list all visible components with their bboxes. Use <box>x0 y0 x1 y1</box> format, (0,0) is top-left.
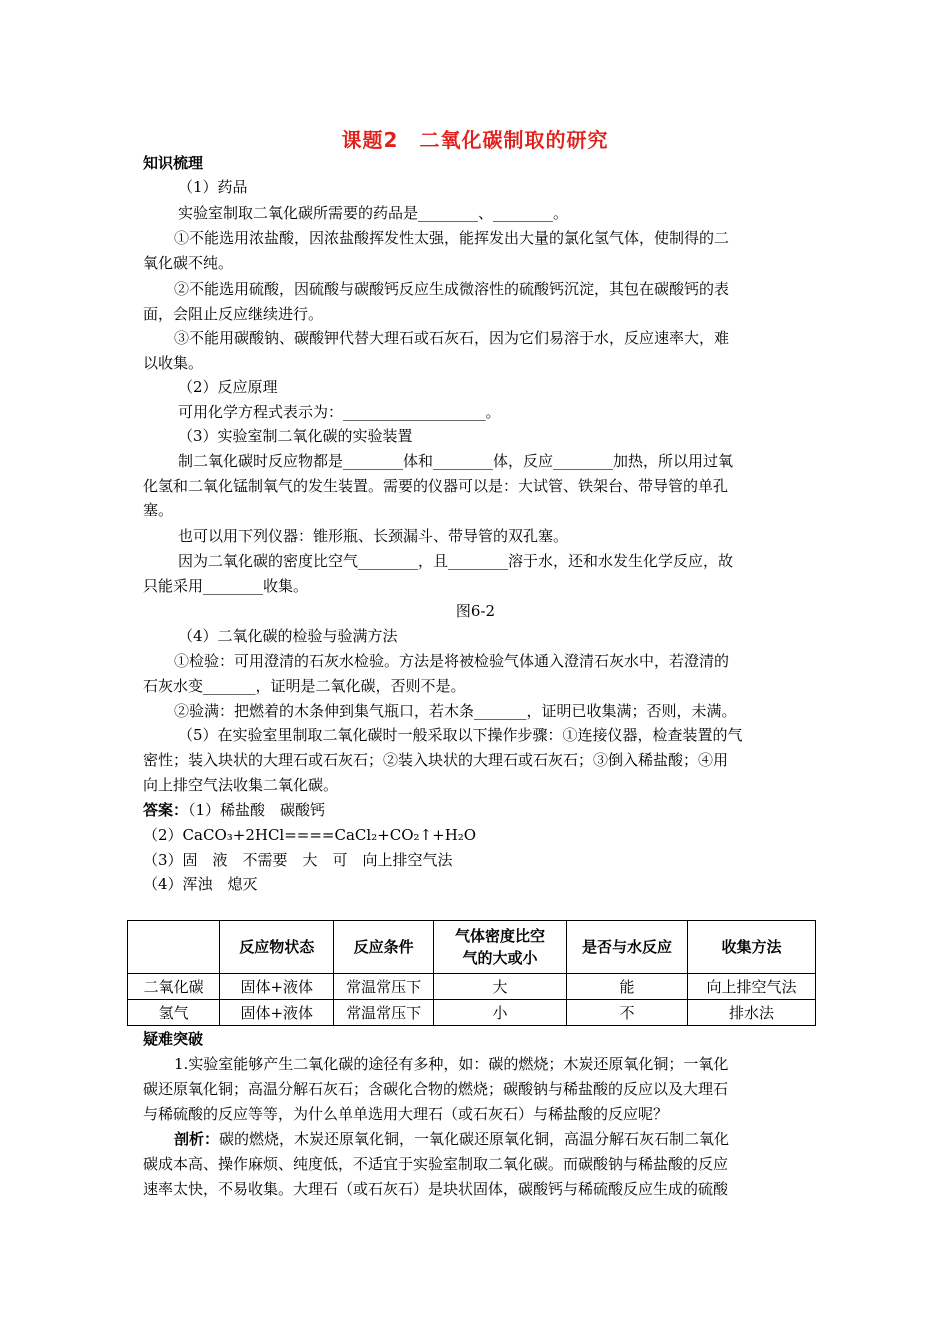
text-line: 因为二氧化碳的密度比空气________，且________溶于水，还和水发生化学反应，故 <box>178 552 734 570</box>
table-cell: 小 <box>434 1000 567 1026</box>
text-line: （1）药品 <box>178 178 248 196</box>
text-line: 速率太快，不易收集。大理石（或石灰石）是块状固体，碳酸钙与稀硫酸反应生成的硫酸 <box>143 1180 729 1198</box>
text-line: ②不能选用硫酸，因硫酸与碳酸钙反应生成微溶性的硫酸钙沉淀，其包在碳酸钙的表 <box>174 280 730 298</box>
table-cell: 能 <box>566 974 687 1000</box>
analysis-line <box>174 1126 839 1152</box>
table-cell: 二氧化碳 <box>128 974 220 1000</box>
text-line: 碳成本高、操作麻烦、纯度低，不适宜于实验室制取二氧化碳。而碳酸钠与稀盐酸的反应 <box>143 1155 729 1173</box>
text-line: 可用化学方程式表示为：___________________。 <box>178 403 501 421</box>
table-header-cell: 是否与水反应 <box>566 921 687 974</box>
table-row <box>128 1000 816 1026</box>
table-header-cell: 收集方法 <box>688 921 816 974</box>
text-line: 塞。 <box>143 501 174 519</box>
text-line: 制二氧化碳时反应物都是________体和________体，反应________加热，所以用过氧 <box>178 452 734 470</box>
text-line: 向上排空气法收集二氧化碳。 <box>143 776 339 794</box>
text-line: 面，会阻止反应继续进行。 <box>143 305 324 323</box>
text-line: （4）二氧化碳的检验与验满方法 <box>178 627 398 645</box>
text-line: （5）在实验室里制取二氧化碳时一般采取以下操作步骤：①连接仪器，检查装置的气 <box>178 726 743 744</box>
answer-3: （3）固 液 不需要 大 可 向上排空气法 <box>143 851 453 869</box>
text-line: 实验室制取二氧化碳所需要的药品是________、________。 <box>178 204 569 222</box>
table-header-cell <box>434 921 567 974</box>
table-cell: 排水法 <box>688 1000 816 1026</box>
text-line: （3）实验室制二氧化碳的实验装置 <box>178 427 413 445</box>
section-heading-knowledge: 知识梳理 <box>143 154 204 172</box>
text-line: （2）反应原理 <box>178 378 278 396</box>
answer-1: （1）稀盐酸 碳酸钙 <box>188 801 326 819</box>
table-header-cell: 反应物状态 <box>220 921 334 974</box>
text-line: 只能采用________收集。 <box>143 577 309 595</box>
text-line: ①不能选用浓盐酸，因浓盐酸挥发性太强，能挥发出大量的氯化氢气体，使制得的二 <box>174 229 730 247</box>
table-row <box>128 974 816 1000</box>
header-density-line2: 气的大或小 <box>462 949 538 967</box>
answer-line <box>143 797 808 823</box>
table-cell: 向上排空气法 <box>688 974 816 1000</box>
figure-caption: 图6-2 <box>455 602 496 620</box>
analysis-text: 碳的燃烧，木炭还原氧化铜，一氧化碳还原氧化铜，高温分解石灰石制二氧化 <box>219 1130 730 1148</box>
section-heading-difficulty: 疑难突破 <box>143 1030 204 1048</box>
table-header-cell <box>128 921 220 974</box>
page-title: 课题2 二氧化碳制取的研究 <box>341 128 609 152</box>
text-line: 碳还原氧化铜；高温分解石灰石；含碳化合物的燃烧；碳酸钠与稀盐酸的反应以及大理石 <box>143 1080 729 1098</box>
table-cell: 常温常压下 <box>334 974 434 1000</box>
table-cell: 常温常压下 <box>334 1000 434 1026</box>
table-cell: 固体+液体 <box>220 1000 334 1026</box>
table-cell: 大 <box>434 974 567 1000</box>
table-header-cell: 反应条件 <box>334 921 434 974</box>
text-line: 石灰水变_______，证明是二氧化碳，否则不是。 <box>143 677 466 695</box>
analysis-label: 剖析： <box>174 1130 220 1148</box>
table-cell: 不 <box>566 1000 687 1026</box>
table-header-row <box>128 921 816 974</box>
text-line: 密性；装入块状的大理石或石灰石；②装入块状的大理石或石灰石；③倒入稀盐酸；④用 <box>143 751 729 769</box>
header-density-line1: 气体密度比空 <box>455 927 546 945</box>
answer-label: 答案： <box>143 801 189 819</box>
table-cell: 氢气 <box>128 1000 220 1026</box>
answer-2: （2）CaCO₃+2HCl====CaCl₂+CO₂↑+H₂O <box>143 826 477 844</box>
text-line: ③不能用碳酸钠、碳酸钾代替大理石或石灰石，因为它们易溶于水，反应速率大，难 <box>174 329 730 347</box>
text-line: ②验满：把燃着的木条伸到集气瓶口，若木条_______，证明已收集满；否则，未满。 <box>174 702 737 720</box>
text-line: 与稀硫酸的反应等等，为什么单单选用大理石（或石灰石）与稀盐酸的反应呢？ <box>143 1105 669 1123</box>
text-line: 氧化碳不纯。 <box>143 254 234 272</box>
text-line: 化氢和二氧化锰制氧气的发生装置。需要的仪器可以是：大试管、铁架台、带导管的单孔 <box>143 477 729 495</box>
answer-4: （4）浑浊 熄灭 <box>143 875 258 893</box>
comparison-table <box>127 920 816 1026</box>
text-line: ①检验：可用澄清的石灰水检验。方法是将被检验气体通入澄清石灰水中，若澄清的 <box>174 652 730 670</box>
text-line: 以收集。 <box>143 354 204 372</box>
text-line: 也可以用下列仪器：锥形瓶、长颈漏斗、带导管的双孔塞。 <box>178 527 569 545</box>
text-line: 1.实验室能够产生二氧化碳的途径有多种，如：碳的燃烧；木炭还原氧化铜；一氧化 <box>174 1055 729 1073</box>
table-cell: 固体+液体 <box>220 974 334 1000</box>
